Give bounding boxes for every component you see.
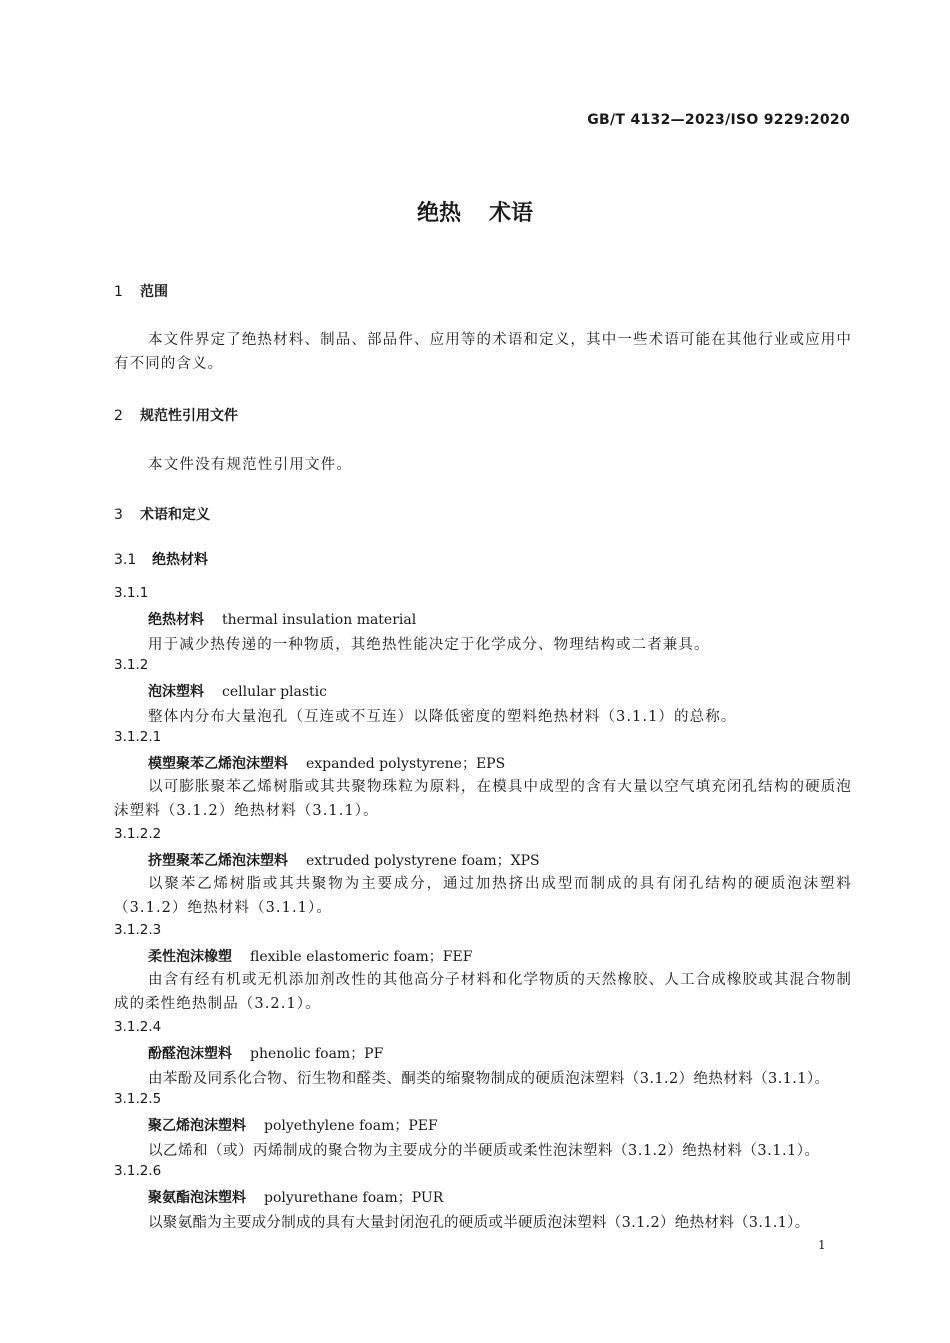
term-en: flexible elastomeric foam；FEF xyxy=(250,949,473,965)
term-en: polyurethane foam；PUR xyxy=(264,1190,444,1206)
title-part-2: 术语 xyxy=(489,201,534,226)
term-en: polyethylene foam；PEF xyxy=(264,1118,438,1134)
subsection-number: 3.1 xyxy=(114,552,137,568)
entry-number: 3.1.2.2 xyxy=(114,826,162,842)
entry-definition: 由含有经有机或无机添加剂改性的其他高分子材料和化学物质的天然橡胶、人工合成橡胶或其混合物制成的柔性绝热制品（3.2.1）。 xyxy=(114,972,852,1012)
entry-definition: 由苯酚及同系化合物、衍生物和醛类、酮类的缩聚物制成的硬质泡沫塑料（3.1.2）绝热材料（3.1.1）。 xyxy=(148,1071,830,1087)
standard-number: GB/T 4132—2023/ISO 9229:2020 xyxy=(587,112,850,128)
section-number: 2 xyxy=(114,408,123,424)
term-zh: 挤塑聚苯乙烯泡沫塑料 xyxy=(148,853,288,869)
entry-term xyxy=(148,1187,443,1207)
entry-definition: 整体内分布大量泡孔（互连或不互连）以降低密度的塑料绝热材料（3.1.1）的总称。 xyxy=(148,709,737,725)
section-number: 3 xyxy=(114,507,123,523)
section-title: 规范性引用文件 xyxy=(140,408,238,424)
entry-term xyxy=(148,946,472,966)
section-heading-normative xyxy=(114,405,238,425)
normative-paragraph: 本文件没有规范性引用文件。 xyxy=(148,457,353,473)
section-heading-scope xyxy=(114,281,168,301)
term-en: extruded polystyrene foam；XPS xyxy=(306,853,540,869)
entry-term xyxy=(148,1115,438,1135)
entry-term xyxy=(148,609,416,629)
entry-definition: 以可膨胀聚苯乙烯树脂或其共聚物珠粒为原料，在模具中成型的含有大量以空气填充闭孔结构的硬质泡沫塑料（3.1.2）绝热材料（3.1.1）。 xyxy=(114,779,852,819)
scope-paragraph: 本文件界定了绝热材料、制品、部品件、应用等的术语和定义，其中一些术语可能在其他行业或应用中有不同的含义。 xyxy=(114,332,852,372)
term-en: cellular plastic xyxy=(222,684,327,700)
page-number: 1 xyxy=(818,1238,826,1252)
term-zh: 酚醛泡沫塑料 xyxy=(148,1046,232,1062)
entry-term xyxy=(148,1043,383,1063)
subsection-heading-insulation-materials xyxy=(114,549,208,569)
section-title: 术语和定义 xyxy=(140,507,210,523)
entry-definition: 用于减少热传递的一种物质，其绝热性能决定于化学成分、物理结构或二者兼具。 xyxy=(148,637,710,653)
entry-definition: 以乙烯和（或）丙烯制成的聚合物为主要成分的半硬质或柔性泡沫塑料（3.1.2）绝热材料（3.1.1）。 xyxy=(148,1143,820,1159)
term-zh: 绝热材料 xyxy=(148,612,204,628)
entry-term xyxy=(148,681,327,701)
term-zh: 柔性泡沫橡塑 xyxy=(148,949,232,965)
section-title: 范围 xyxy=(140,284,168,300)
section-number: 1 xyxy=(114,284,123,300)
section-heading-terms xyxy=(114,504,210,524)
term-zh: 聚乙烯泡沫塑料 xyxy=(148,1118,246,1134)
term-zh: 模塑聚苯乙烯泡沫塑料 xyxy=(148,756,288,772)
term-zh: 泡沫塑料 xyxy=(148,684,204,700)
subsection-title: 绝热材料 xyxy=(152,552,208,568)
entry-number: 3.1.1 xyxy=(114,585,149,601)
entry-number: 3.1.2.6 xyxy=(114,1163,162,1179)
term-en: phenolic foam；PF xyxy=(250,1046,384,1062)
entry-term xyxy=(148,753,505,773)
entry-number: 3.1.2.3 xyxy=(114,922,162,938)
entry-number: 3.1.2.5 xyxy=(114,1091,162,1107)
term-en: thermal insulation material xyxy=(222,612,417,628)
document-title xyxy=(0,196,950,227)
term-en: expanded polystyrene；EPS xyxy=(306,756,506,772)
title-part-1: 绝热 xyxy=(416,201,461,226)
entry-number: 3.1.2.4 xyxy=(114,1019,162,1035)
entry-definition: 以聚氨酯为主要成分制成的具有大量封闭泡孔的硬质或半硬质泡沫塑料（3.1.2）绝热材料（3.1.1）。 xyxy=(148,1215,810,1231)
entry-term xyxy=(148,850,540,870)
entry-number: 3.1.2.1 xyxy=(114,729,162,745)
entry-definition: 以聚苯乙烯树脂或其共聚物为主要成分，通过加热挤出成型而制成的具有闭孔结构的硬质泡沫塑料（3.1.2）绝热材料（3.1.1）。 xyxy=(114,876,852,916)
entry-number: 3.1.2 xyxy=(114,657,149,673)
term-zh: 聚氨酯泡沫塑料 xyxy=(148,1190,246,1206)
